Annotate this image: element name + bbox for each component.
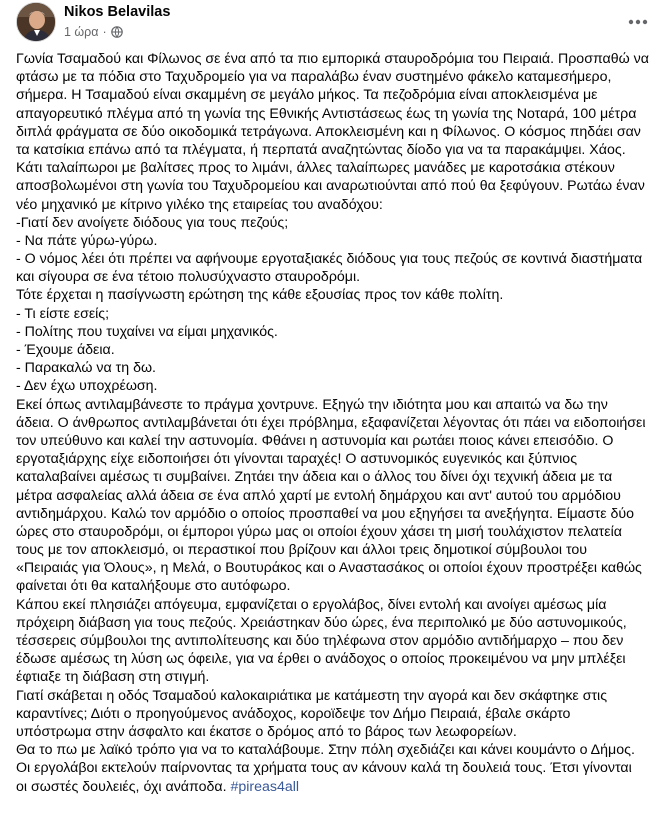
post-text-line bbox=[16, 505, 656, 523]
more-options-button[interactable] bbox=[624, 8, 652, 36]
post-text-line bbox=[16, 305, 656, 323]
post-text-line bbox=[16, 105, 656, 123]
post-meta bbox=[64, 25, 123, 39]
post-text-line-content: και σίγουρα σε ένα τέτοιο πολυσύχναστο σταυροδρόμι. bbox=[16, 269, 361, 286]
post-text-line bbox=[16, 196, 656, 214]
post-text-line bbox=[16, 159, 656, 177]
post-body bbox=[16, 50, 656, 796]
post-text-line bbox=[16, 723, 656, 741]
post-text-line-content: - Ο νόμος λέει ότι πρέπει να αφήνουμε εργοταξιακές διόδους για τους πεζούς σε κοντινά διαστήματα bbox=[16, 251, 643, 268]
post-text-line-content: έφτιαξε τη διάβαση στη στιγμή. bbox=[16, 669, 210, 686]
post-text-line bbox=[16, 596, 656, 614]
post-text-line-content: - Δεν έχω υποχρέωση. bbox=[16, 378, 158, 395]
post-text-line bbox=[16, 614, 656, 632]
post-text-line bbox=[16, 487, 656, 505]
post-text-line bbox=[16, 632, 656, 650]
post-text-line-content: φτάσω με τα πόδια στο Ταχυδρομείο για να παραλάβω έναν συστημένο φάκελο καταμεσήμερο, bbox=[16, 69, 612, 86]
post-text-line-content: οι σωστές δουλειές, όχι ανάποδα. bbox=[16, 778, 227, 795]
post-text-line bbox=[16, 341, 656, 359]
post-text-line-content: άδεια. Ο άνθρωπος αντιλαμβάνεται ότι έχει πρόβλημα, εξαφανίζεται λέγοντας ότι πάει να ειδοποιήσει bbox=[16, 414, 646, 431]
post-text-line-content: τους με τον αποκλεισμό, οι περαστικοί που βρίζουν και άλλοι τρεις δημοτικοί σύμβουλοι του bbox=[16, 542, 588, 559]
post-text-line bbox=[16, 432, 656, 450]
post-text-line-content: - Να πάτε γύρω-γύρω. bbox=[16, 232, 158, 249]
post-text-line bbox=[16, 741, 656, 759]
avatar[interactable] bbox=[16, 2, 56, 42]
more-options-icon bbox=[628, 19, 648, 25]
post-text-line-content: εργοταξιάρχης είχε ειδοποιήσει ότι γίνονται ταραχές! Ο αστυνομικός ευγενικός και ξύπνιος bbox=[16, 451, 578, 468]
post-text-line bbox=[16, 559, 656, 577]
post-text-line-content: φαίνεται ότι θα καταλήξουμε στο αυτόφωρο. bbox=[16, 578, 291, 595]
post-text-line-content: Κάπου εκεί πλησιάζει απόγευμα, εμφανίζεται ο εργολάβος, δίνει εντολή και ανοίγει αμέσως μία bbox=[16, 596, 607, 613]
author-name[interactable]: Nikos Belavilas bbox=[64, 4, 171, 20]
post-text-line bbox=[16, 778, 656, 796]
post-text-line-content: - Παρακαλώ να τη δω. bbox=[16, 360, 156, 377]
post-timestamp[interactable]: 1 ώρα bbox=[64, 25, 99, 39]
post-text-line-content: αντιδημάρχου. Καλώ τον αρμόδιο ο οποίος προσπαθεί να μου εξηγήσει τα ανεξήγητα. Είμαστε δύο bbox=[16, 505, 635, 522]
post-text-line-content: τα κατσίκια επάνω από τα πλέγματα, ή περπατά αναζητώντας δίοδο για να τα παρακάμψει. Χάος. bbox=[16, 141, 626, 158]
post-text-line-content: καραντίνες; Διότι ο προηγούμενος ανάδοχος, κοροϊδεψε τον Δήμο Πειραιά, έβαλε σκάρτο bbox=[16, 705, 571, 722]
post-text-line-content: σήμερα. Η Τσαμαδού είναι σκαμμένη σε μεγάλο μήκος. Τα πεζοδρόμια είναι αποκλεισμένα με bbox=[16, 87, 598, 104]
post-text-line-content: Κάτι ταλαίπωροι με βαλίτσες προς το λιμάνι, άλλες ταλαίπωρες μανάδες με καροτσάκια στέκουν bbox=[16, 160, 615, 177]
post-text-line bbox=[16, 577, 656, 595]
post-text-line-content: έδωσε αμέσως τη λύση ως όφειλε, για να έρθει ο ανάδοχος ο οποίος προκειμένου να μην μπλέξει bbox=[16, 651, 626, 668]
post-text-line-content: «Πειραιάς για Όλους», η Μελά, ο Βουτυράκος και ο Αναστασάκος οι οποίοι έχουν προστρέξει καθώς bbox=[16, 560, 642, 577]
post-text-line-content: Εκεί όπως αντιλαμβάνεστε το πράγμα χοντρυνε. Εξηγώ την ιδιότητα μου και απαιτώ να δω την bbox=[16, 396, 608, 413]
post-text-line bbox=[16, 414, 656, 432]
post-text-line bbox=[16, 214, 656, 232]
post-text-line-content: μέτρα ασφαλείας αλλά άδεια σε ένα απλό χαρτί με εντολή δημάρχου και αντ' αυτού του αρμόδιου bbox=[16, 487, 621, 504]
post-text-line bbox=[16, 86, 656, 104]
post-text-line bbox=[16, 123, 656, 141]
post-text-line-content: Τότε έρχεται η πασίγνωστη ερώτηση της κάθε εξουσίας προς τον κάθε πολίτη. bbox=[16, 287, 504, 304]
post-text-line-content: Θα το πω με λαϊκό τρόπο για να το καταλάβουμε. Στην πόλη σχεδιάζει και κάνει κουμάντο ο Δήμος. bbox=[16, 742, 635, 759]
post-text-line-content: Γωνία Τσαμαδού και Φίλωνος σε ένα από τα πιο εμπορικά σταυροδρόμια του Πειραιά. Προσπαθώ να bbox=[16, 51, 649, 67]
post-text-line-content: -Γιατί δεν ανοίγετε διόδους για τους πεζούς; bbox=[16, 214, 289, 231]
post-text-line bbox=[16, 359, 656, 377]
post-text-line bbox=[16, 650, 656, 668]
meta-separator: · bbox=[102, 25, 107, 39]
post-text-line bbox=[16, 668, 656, 686]
post-text-line-content: Οι εργολάβοι εκτελούν παίρνοντας τα χρήματα τους αν κάνουν καλά τη δουλειά τους. Έτσι γίνονται bbox=[16, 760, 632, 777]
post-text-line bbox=[16, 450, 656, 468]
post-text-line bbox=[16, 286, 656, 304]
post-text-line bbox=[16, 323, 656, 341]
post-text-line bbox=[16, 705, 656, 723]
post-text-line-content: ώρες στο σταυροδρόμι, οι έμποροι γύρω μας οι οποίοι έχουν χάσει τη μισή τουλάχιστον πελατεία bbox=[16, 523, 622, 540]
post-text-line-content: απαγορευτικό πλέγμα από τη γωνία της Εθνικής Αντιστάσεως έως τη γωνία της Νοταρά, 100 μέτρα bbox=[16, 105, 637, 122]
post-text-line-content: - Έχουμε άδεια. bbox=[16, 342, 115, 358]
post-text-line-content: καταλαβαίνει αμέσως τι συμβαίνει. Ζητάει την άδεια και ο άλλος του δίνει όχι τεχνική άδεια με τα bbox=[16, 469, 613, 486]
post-text-line bbox=[16, 468, 656, 486]
post-text-line bbox=[16, 541, 656, 559]
post-text-line bbox=[16, 268, 656, 286]
globe-icon[interactable] bbox=[111, 26, 123, 38]
post-text-line-content: τέσσερεις σύμβουλοι της αντιπολίτευσης και δύο τηλέφωνα στον αρμόδιο αντιδήμαρχο – που δεν bbox=[16, 633, 624, 649]
post-text-line-content: νέο μηχανικό με κίτρινο γιλέκο της εταιρείας του αναδόχου: bbox=[16, 196, 383, 213]
post-text-line bbox=[16, 396, 656, 414]
post-text-line-content: - Τι είστε εσείς; bbox=[16, 305, 110, 322]
post-text-line-content: πρόχειρη διάβαση για τους πεζούς. Χρειάστηκαν δύο ώρες, ένα περιπολικό με δύο αστυνομικούς, bbox=[16, 614, 627, 631]
post-text-line-content: τον υπεύθυνο και καλεί την αστυνομία. Φθάνει η αστυνομία και ρωτάει ποιος κάνει επεισόδιο. Ο bbox=[16, 432, 614, 449]
hashtag-link[interactable]: #pireas4all bbox=[230, 778, 300, 795]
post-text-line bbox=[16, 177, 656, 195]
post-text-line-content: διπλά φράγματα σε δύο οικοδομικά τετράγωνα. Αποκλεισμένη και η Φίλωνος. Ο κόσμος πηδάει σαν bbox=[16, 123, 641, 140]
post-text-line bbox=[16, 250, 656, 268]
post-text-line bbox=[16, 759, 656, 777]
post-text-line bbox=[16, 50, 656, 68]
post-text-line bbox=[16, 687, 656, 705]
post-header bbox=[16, 0, 656, 46]
post-text-line bbox=[16, 141, 656, 159]
post-text-line-content: αποσβολωμένοι στη γωνία του Ταχυδρομείου και αναρωτιούνται από πού θα ξεφύγουν. Ρωτάω έναν bbox=[16, 178, 645, 195]
post-text-line bbox=[16, 523, 656, 541]
post-text-line-content: υπόστρωμα στην άσφαλτο και έκατσε ο δρόμος από το βάρος των λεωφορείων. bbox=[16, 723, 517, 740]
post-text-line-content: Γιατί σκάβεται η οδός Τσαμαδού καλοκαιριάτικα με κατάμεστη την αγορά και δεν σκάφτηκε στις bbox=[16, 687, 608, 704]
profile-photo-icon bbox=[17, 3, 56, 42]
post-text-line-content: - Πολίτης που τυχαίνει να είμαι μηχανικός. bbox=[16, 323, 278, 340]
post-text-line bbox=[16, 232, 656, 250]
post-text-line bbox=[16, 68, 656, 86]
post-text-line bbox=[16, 377, 656, 395]
